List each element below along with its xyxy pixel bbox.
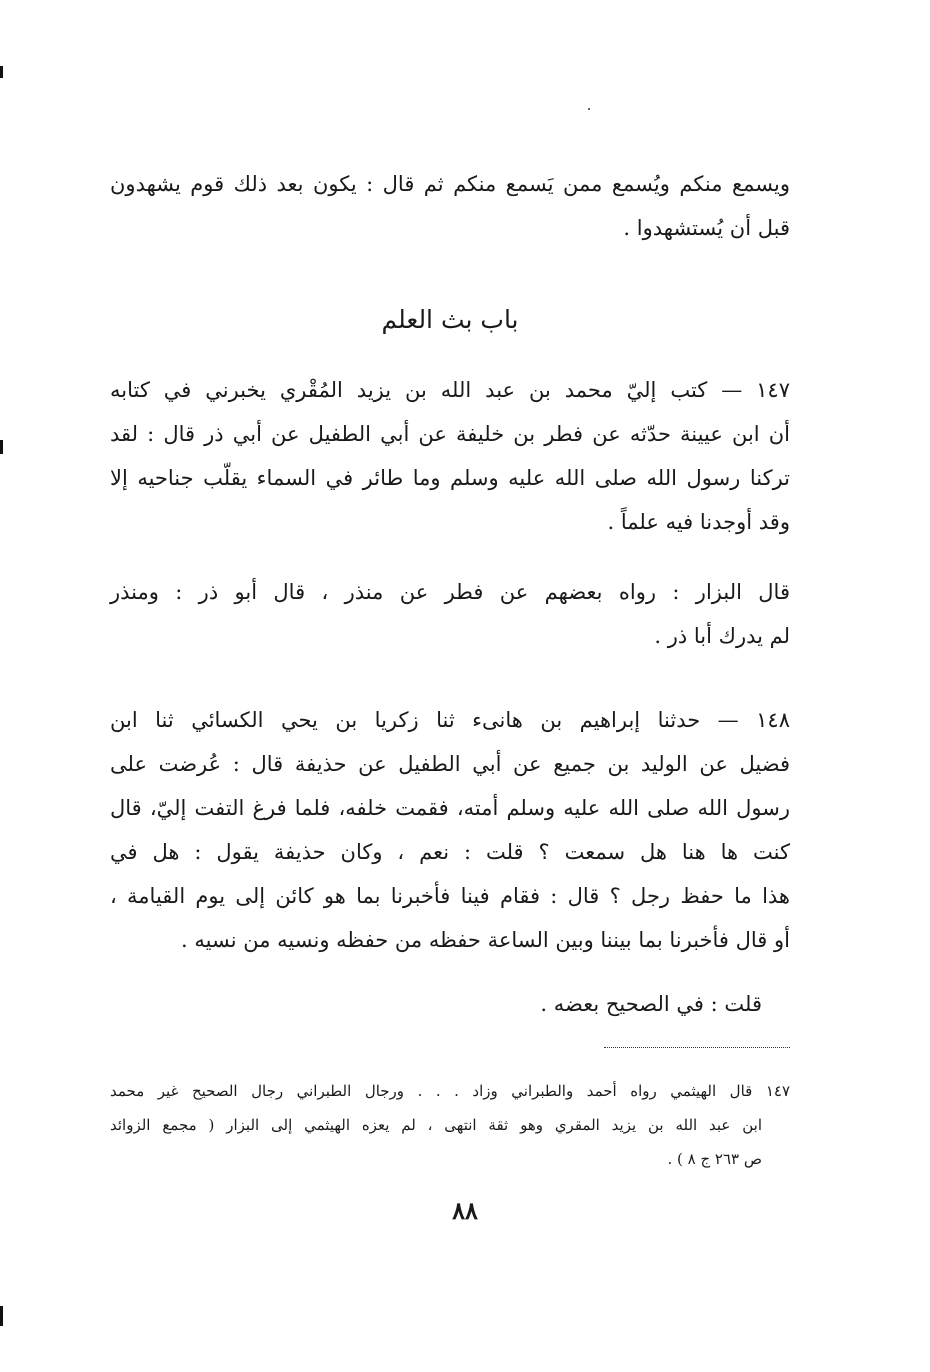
scan-edge-mark-middle xyxy=(0,440,3,454)
page-number: ٨٨ xyxy=(452,1196,478,1225)
paragraph-line: تركنا رسول الله صلى الله عليه وسلم وما طائر في السماء يقلّب جناحيه إلا xyxy=(110,466,790,490)
paragraph-line: رسول الله صلى الله عليه وسلم أمته، فقمت خلفه، فلما فرغ التفت إليّ، قال xyxy=(110,796,790,820)
paragraph-line: فضيل عن الوليد بن جميع عن أبي الطفيل عن حذيفة قال : عُرضت على xyxy=(110,752,790,776)
paragraph-line: ١٤٨ — حدثنا إبراهيم بن هانىء ثنا زكريا بن يحي الكسائي ثنا ابن xyxy=(110,708,790,732)
footnote-line: ص ٢٦٣ ج ٨ ) . xyxy=(667,1150,762,1168)
chapter-heading: باب بث العلم xyxy=(381,305,519,334)
scan-dust-speck xyxy=(588,108,590,110)
scan-edge-mark-bottom xyxy=(0,1306,3,1326)
paragraph-line: ١٤٧ — كتب إليّ محمد بن عبد الله بن يزيد المُقْري يخبرني في كتابه xyxy=(110,378,790,402)
paragraph-line: أن ابن عيينة حدّثه عن فطر بن خليفة عن أبي الطفيل عن أبي ذر قال : لقد xyxy=(110,422,790,446)
hadith-148-paragraph xyxy=(110,698,790,962)
hadith-147-paragraph xyxy=(110,368,790,544)
author-remark xyxy=(110,982,790,1026)
footnote-line: ١٤٧ قال الهيثمي رواه أحمد والطبراني وزاد . . . ورجال الطبراني رجال الصحيح غير محمد xyxy=(110,1082,790,1100)
bazzar-note-paragraph xyxy=(110,570,790,658)
scan-edge-mark-top xyxy=(0,66,3,78)
footnote-line: ابن عبد الله بن يزيد المقري وهو ثقة انتهى ، لم يعزه الهيثمي إلى البزار ( مجمع الزوائد xyxy=(110,1116,762,1134)
paragraph-line: ويسمع منكم ويُسمع ممن يَسمع منكم ثم قال : يكون بعد ذلك قوم يشهدون xyxy=(110,172,790,196)
intro-paragraph xyxy=(110,162,790,250)
footnote-separator xyxy=(604,1047,790,1048)
paragraph-line: لم يدرك أبا ذر . xyxy=(654,624,790,648)
paragraph-line: كنت ها هنا هل سمعت ؟ قلت : نعم ، وكان حذيفة يقول : هل في xyxy=(110,840,790,864)
footnote xyxy=(110,1074,790,1176)
remark-line: قلت : في الصحيح بعضه . xyxy=(540,992,762,1016)
paragraph-line: هذا ما حفظ رجل ؟ قال : فقام فينا فأخبرنا بما هو كائن إلى يوم القيامة ، xyxy=(110,884,790,908)
paragraph-line: وقد أوجدنا فيه علماً . xyxy=(607,510,790,534)
paragraph-line: قال البزار : رواه بعضهم عن فطر عن منذر ، قال أبو ذر : ومنذر xyxy=(110,580,790,604)
paragraph-line: أو قال فأخبرنا بما بيننا وبين الساعة حفظه من حفظه ونسيه من نسيه . xyxy=(181,928,790,952)
paragraph-line: قبل أن يُستشهدوا . xyxy=(623,216,790,240)
